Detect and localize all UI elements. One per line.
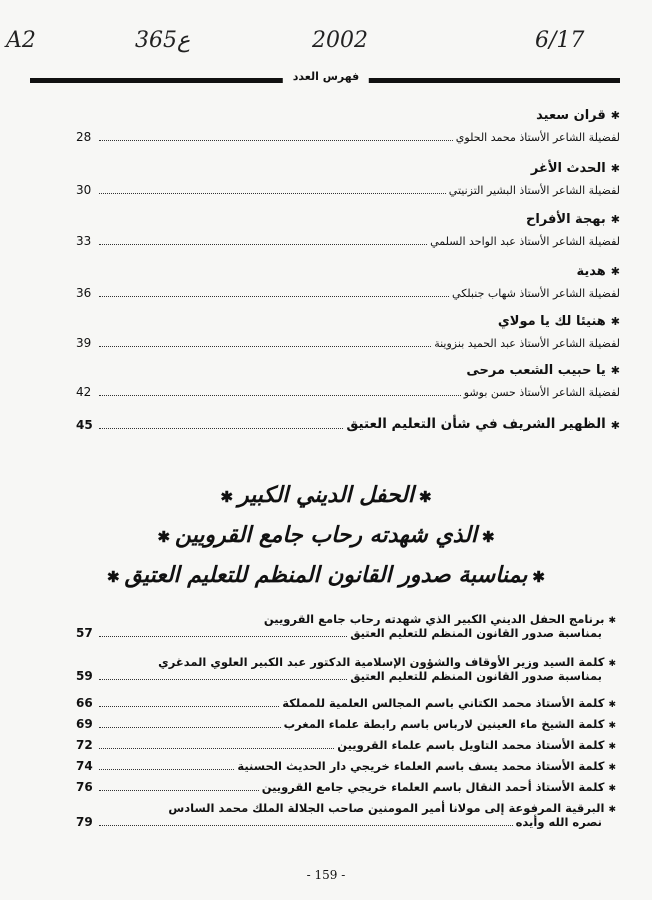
- leader-dots: [99, 244, 427, 245]
- handwritten-note-year: 2002: [312, 28, 368, 53]
- toc-entry: [76, 264, 620, 300]
- dahir-page: 45: [76, 418, 93, 432]
- leader-dots: [99, 727, 281, 728]
- entry-title: ✱ قران سعيد: [76, 108, 620, 123]
- item-page: 76: [76, 780, 93, 794]
- leader-dots: [99, 395, 461, 396]
- entry-page: 39: [76, 336, 92, 350]
- entry-title: ✱ بهجة الأفراح: [76, 212, 620, 227]
- entry-title: ✱ الحدث الأغر: [76, 161, 620, 176]
- entry-author: لفضيلة الشاعر الأستاذ محمد الحلوي: [455, 131, 620, 144]
- entry-title: ✱ هنيئا لك يا مولاي: [76, 314, 620, 329]
- list-item: ✱ كلمة الأستاذ محمد الكتاني باسم المجالس العلمية للمملكة 66: [76, 696, 616, 710]
- item-page: 69: [76, 717, 93, 731]
- list-item: ✱ كلمة الأستاذ محمد التاويل باسم علماء القرويين 72: [76, 738, 616, 752]
- toc-entry-dahir: [76, 416, 620, 432]
- toc-entry: [76, 314, 620, 350]
- leader-dots: [99, 825, 513, 826]
- leader-dots: [99, 790, 259, 791]
- section-heading-1: ✱الحفل الديني الكبير✱: [220, 482, 432, 508]
- header-label: فهرس العدد: [283, 70, 369, 83]
- toc-entry: [76, 161, 620, 197]
- entry-page: 36: [76, 286, 92, 300]
- item-page: 66: [76, 696, 93, 710]
- item-page: 74: [76, 759, 93, 773]
- leader-dots: [99, 679, 347, 680]
- entry-author: لفضيلة الشاعر الأستاذ البشير التزنيتي: [448, 184, 620, 197]
- leader-dots: [99, 193, 446, 194]
- leader-dots: [99, 706, 279, 707]
- entry-author: لفضيلة الشاعر الأستاذ عبد الواحد السلمي: [430, 235, 620, 248]
- toc-entry: [76, 212, 620, 248]
- entry-author: لفضيلة الشاعر الأستاذ عبد الحميد بنزوينة: [434, 337, 620, 350]
- toc-entry: [76, 363, 620, 399]
- leader-dots: [99, 748, 334, 749]
- list-item: ✱ كلمة الشيخ ماء العينين لارباس باسم رابطة علماء المغرب 69: [76, 717, 616, 731]
- dahir-title: ✱ الظهير الشريف في شأن التعليم العتيق: [346, 416, 606, 432]
- list-item: ✱ كلمة الأستاذ أحمد النقال باسم العلماء خريجي جامع القرويين 76: [76, 780, 616, 794]
- list-item: ✱ برنامج الحفل الديني الكبير الذي شهدته رحاب جامع القرويين بمناسبة صدور القانون المنظم للتعليم العتيق 57: [76, 612, 616, 640]
- leader-dots: [99, 140, 453, 141]
- leader-dots: [99, 296, 449, 297]
- entry-author: لفضيلة الشاعر الأستاذ شهاب جنبلكي: [452, 287, 620, 300]
- entry-page: 33: [76, 234, 92, 248]
- leader-dots: [99, 769, 234, 770]
- leader-dots: [99, 428, 343, 429]
- item-page: 59: [76, 669, 93, 683]
- leader-dots: [99, 636, 347, 637]
- list-item: ✱ كلمة الأستاذ محمد يسف باسم العلماء خريجي دار الحديث الحسنية 74: [76, 759, 616, 773]
- toc-entry: [76, 108, 620, 144]
- list-item: ✱ كلمة السيد وزير الأوقاف والشؤون الإسلامية الدكتور عبد الكبير العلوي المدغري بمناسبة صدور القانون المنظم للتعليم العتيق 59: [76, 655, 616, 683]
- item-page: 72: [76, 738, 93, 752]
- page-number: - 159 -: [306, 868, 346, 882]
- entry-page: 42: [76, 385, 92, 399]
- entry-page: 30: [76, 183, 92, 197]
- section-heading-3: ✱بمناسبة صدور القانون المنظم للتعليم العتيق✱: [107, 562, 545, 588]
- list-item: ✱ البرقية المرفوعة إلى مولانا أمير المومنين صاحب الجلالة الملك محمد السادس نصره الله وأيده 79: [76, 801, 616, 829]
- item-page: 79: [76, 815, 93, 829]
- entry-title: ✱ هدية: [76, 264, 620, 279]
- handwritten-note-code: 365ع: [135, 28, 191, 53]
- entry-title: ✱ يا حبيب الشعب مرحى: [76, 363, 620, 378]
- section-heading-2: ✱الذي شهدته رحاب جامع القرويين✱: [157, 522, 495, 548]
- handwritten-note-ref: 6/17: [535, 28, 585, 53]
- leader-dots: [99, 346, 431, 347]
- handwritten-note-a2: A2: [6, 28, 36, 53]
- item-page: 57: [76, 626, 93, 640]
- entry-author: لفضيلة الشاعر الأستاذ حسن بوشو: [463, 386, 620, 399]
- entry-page: 28: [76, 130, 92, 144]
